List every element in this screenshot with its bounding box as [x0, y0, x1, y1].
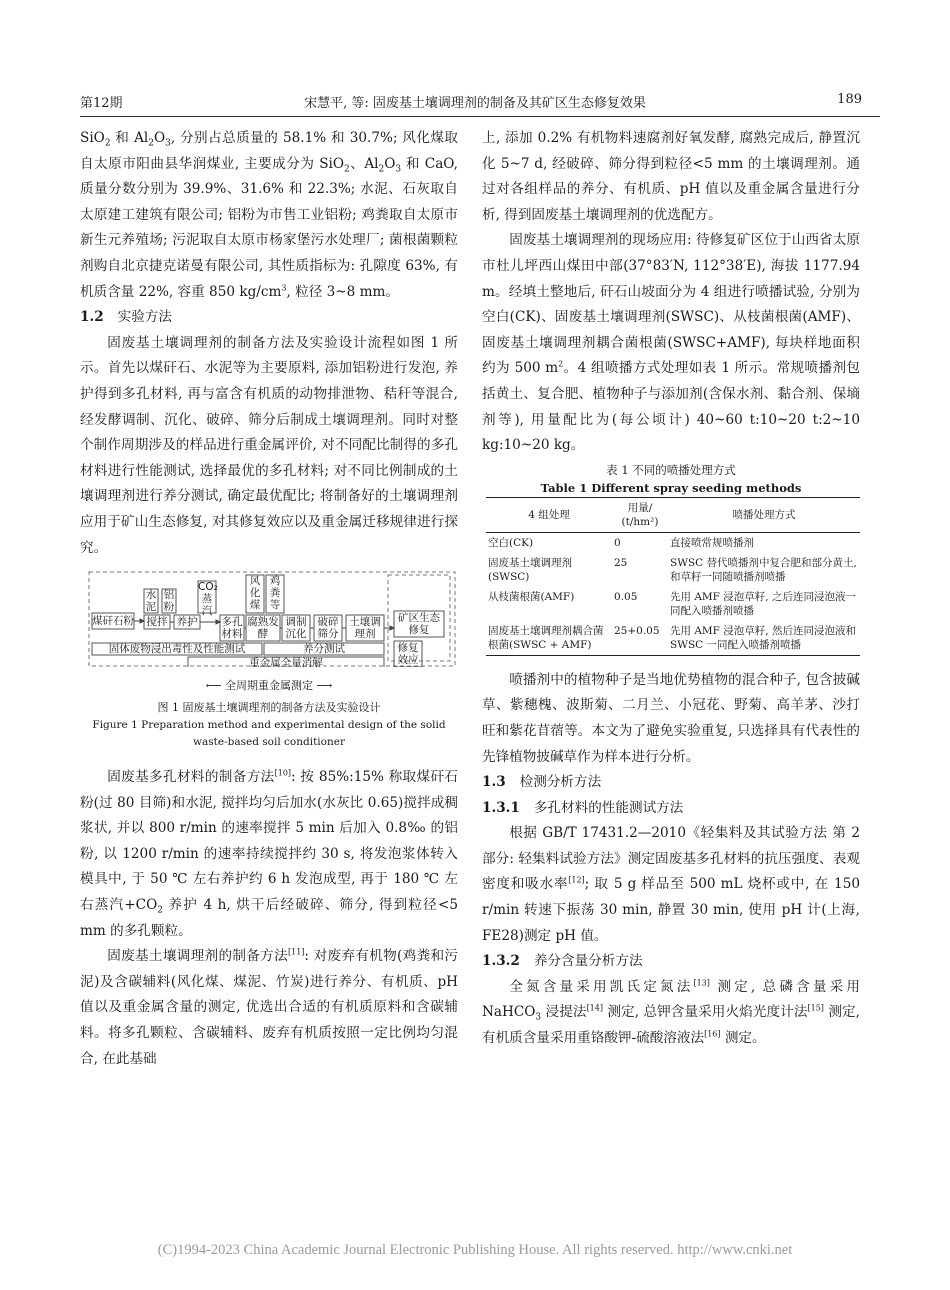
table-cell: 25+0.05 [612, 621, 668, 656]
fig-node-leaching-test: 固体废物浸出毒性及性能测试 [108, 643, 246, 656]
table-header-row [486, 497, 860, 532]
fig-node-al-powder: 铝粉 [163, 589, 175, 614]
fig1-cycle-label: ⟵ 全周期重金属测定 ⟶ [205, 679, 333, 693]
section-1-3-heading: 1.3 检测分析方法 [482, 774, 602, 791]
materials-paragraph: SiO$_2$ 和 $Al_2O_3$, 分别占总质量的 58.1% 和 30.7%; 风化煤取自太原市阳曲县华润煤业, 主要成分为 SiO$_2$、$Al_2O_3$ 和 CaO, 质量分数分别为 39.9%、31.6% 和 22.3%; 水泥、石灰取自太原建工建筑有限公司; 铝粉为市售工业铝粉; 鸡粪取自太原市新生元养殖场; 污泥取自太原市杨家堡污水处理厂; 菌根菌颗粒剂购自北京捷克诺曼有限公司, 其性质指标为: 孔隙度 63%, 有机质含量 22%, 容重 850 $kg/cm^3$, 粒径 3~8 mm。 [80, 130, 458, 300]
porous-material-method: 固废基多孔材料的制备方法[10]: 按 85%:15% 称取煤矸石粉(过 80 目筛)和水泥, 搅拌均匀后加水(水灰比 0.65)搅拌成稠浆状, 并以 800 r/min 的速率搅拌 5 min 后加入 0.8‰ 的铝粉, 以 1200 r/min 的速率持续搅拌约 30 s, 将发泡浆体转入模具中, 于 50 ℃ 左右养护约 6 h 发泡成型, 再于 180 ℃ 左右蒸汽$+CO_2$ 养护 4 h, 烘干后经破碎、筛分, 得到粒径<5 mm 的多孔颗粒。 [80, 768, 459, 939]
fig-node-cement: 水泥 [145, 589, 157, 614]
table-1-caption-cn: 表 1 不同的喷播处理方式 [606, 462, 736, 477]
issue-number: 第12期 [80, 96, 123, 111]
field-application-paragraph: 固废基土壤调理剂的现场应用: 待修复矿区位于山西省太原市杜儿坪西山煤田中部(37°83′N, 112°38′E), 海拔 1177.94 m。经填土整地后, 矸石山坡面分为 4 组进行喷播试验, 分别为空白(CK)、固废基土壤调理剂(SWSC)、从枝菌根菌(AMF)、固废基土壤调理剂耦合菌根菌(SWSC+AMF), 每块样地面积约为 500 $m^2$。4 组喷播方式处理如表 1 所示。常规喷播剂包括黄土、复合肥、植物种子与添加剂(含保水剂、黏合剂、保墒剂等), 用量配比为(每公顷计) 40~60 t:10~20 t:2~10 kg:10~20 kg。 [482, 232, 861, 454]
fig-node-stir: 搅拌 [146, 616, 168, 629]
fig-node-co2-steam: CO₂蒸汽 [198, 581, 218, 618]
running-title: 宋慧平, 等: 固废基土壤调理剂的制备及其矿区生态修复效果 [304, 96, 646, 111]
fig-node-nutrient-test: 养分测试 [303, 643, 345, 656]
fig-node-fermentation: 腐熟发酵 [247, 616, 279, 641]
copyright-footer: (C)1994-2023 China Academic Journal Electronic Publishing House. All rights reserved. http://www.cnki.net [157, 1242, 793, 1258]
table-1 [486, 497, 860, 656]
page-number: 189 [837, 92, 862, 107]
table-cell: 从枝菌根菌(AMF) [488, 590, 575, 603]
fig-node-gangue-powder: 煤矸石粉 [92, 615, 134, 628]
right-column [482, 126, 860, 1052]
table-header: 4 组处理 [486, 497, 612, 532]
table-cell: 固废基土壤调理剂耦合菌根菌(SWSC + AMF) [486, 621, 612, 656]
table-cell: 0 [614, 536, 621, 549]
table-cell: SWSC 替代喷播剂中复合肥和部分黄土, 和草籽一同随喷播剂喷播 [670, 556, 857, 583]
fig-node-digestion: 重金属全量消解 [249, 657, 323, 670]
header-rule [80, 116, 880, 117]
section-1-2-heading: 1.2 实验方法 [80, 309, 173, 326]
fig-node-soil-conditioner: 土壤调理剂 [349, 616, 381, 641]
section-1-3-2-heading: 1.3.2 养分含量分析方法 [482, 953, 643, 970]
table-cell: 固废基土壤调理剂(SWSC) [488, 556, 572, 583]
fig-node-chicken-manure: 鸡粪等 [269, 575, 281, 612]
table-cell: 先用 AMF 浸泡草籽, 之后连同浸泡液一同配入喷播剂喷播 [670, 590, 856, 617]
fig-node-restoration-effect: 修复效应 [397, 642, 419, 667]
table-cell: 0.05 [614, 590, 638, 603]
fig-node-mine-restoration: 矿区生态修复 [398, 612, 440, 637]
fig-node-crush-sieve: 破碎筛分 [317, 616, 339, 641]
figure-1-caption-cn: 图 1 固废基土壤调理剂的制备方法及实验设计 [157, 701, 381, 715]
nutrient-method-paragraph: 全氮含量采用凯氏定氮法[13] 测定, 总磷含量采用 NaHCO$_3$ 浸提法[14] 测定, 总钾含量采用火焰光度计法[15] 测定, 有机质含量采用重铬酸钾-硫酸溶液法[16] 测定。 [482, 978, 861, 1047]
performance-test-paragraph: 根据 GB/T 17431.2—2010《轻集料及其试验方法 第 2 部分: 轻集料试验方法》测定固废基多孔材料的抗压强度、表观密度和吸水率[12]; 取 5 g 样品至 500 mL 烧杯或中, 在 150 r/min 转速下振荡 30 min, 静置 30 min, 使用 pH 计(上海, FE28)测定 pH 值。 [482, 825, 861, 944]
left-column [80, 126, 458, 1072]
fig-node-porous-material: 多孔材料 [221, 616, 243, 641]
fermentation-paragraph: 上, 添加 0.2% 有机物料速腐剂好氧发酵, 腐熟完成后, 静置沉化 5~7 d, 经破碎、筛分得到粒径<5 mm 的土壤调理剂。通过对各组样品的养分、有机质、pH 值以及重金属含量进行分析, 得到固废基土壤调理剂的优选配方。 [482, 130, 860, 223]
section-1-3-1-heading: 1.3.1 多孔材料的性能测试方法 [482, 799, 684, 816]
figure-1-caption-en-1: Figure 1 Preparation method and experimental design of the solid [92, 719, 446, 732]
fig-node-cure: 养护 [176, 616, 198, 629]
table-1-caption-en: Table 1 Different spray seeding methods [540, 480, 802, 495]
table-header: 喷播处理方式 [668, 497, 860, 532]
table-cell: 直接喷常规喷播剂 [670, 536, 754, 549]
table-row [486, 587, 860, 621]
fig-node-aging: 调制沉化 [285, 616, 307, 641]
table-cell: 空白(CK) [488, 536, 534, 549]
table-cell: 25 [614, 556, 628, 569]
table-row [486, 553, 860, 587]
table-header: 用量/ (t/hm²) [612, 497, 668, 532]
figure-1-caption-en-2: waste-based soil conditioner [193, 736, 345, 749]
fig-node-weathered-coal: 风化煤 [249, 575, 261, 612]
conditioner-method: 固废基土壤调理剂的制备方法[11]: 对废弃有机物(鸡粪和污泥)及含碳辅料(风化煤、煤泥、竹炭)进行养分、有机质、pH 值以及重金属含量的测定, 优选出合适的有机质原料和含碳辅料。将多孔颗粒、含碳辅料、废弃有机质按照一定比例均匀混合, 在此基础 [80, 947, 458, 1067]
figure-1-flowchart [88, 571, 456, 670]
table-cell: 先用 AMF 浸泡草籽, 然后连同浸泡液和 SWSC 一同配入喷播剂喷播 [668, 621, 860, 656]
table-row [486, 621, 860, 656]
method-paragraph: 固废基土壤调理剂的制备方法及实验设计流程如图 1 所示。首先以煤矸石、水泥等为主要原料, 添加铝粉进行发泡, 养护得到多孔材料, 再与富含有机质的动物排泄物、秸秆等混合, 经发酵调制、沉化、破碎、筛分后制成土壤调理剂。同时对整个制作周期涉及的样品进行重金属评价, 对不同配比制得的多孔材料进行性能测试, 选择最优的多孔材料; 对不同比例制成的土壤调理剂进行养分测试, 确定最优配比; 将制备好的土壤调理剂应用于矿山生态修复, 对其修复效应以及重金属迁移规律进行探究。 [80, 334, 458, 556]
plant-seeds-paragraph: 喷播剂中的植物种子是当地优势植物的混合种子, 包含披碱草、紫穗槐、波斯菊、二月兰、小冠花、野菊、高羊茅、沙打旺和紫花苜蓿等。本文为了避免实验重复, 只选择具有代表性的先锋植物披碱草作为样本进行分析。 [482, 671, 860, 765]
table-row [486, 532, 860, 553]
